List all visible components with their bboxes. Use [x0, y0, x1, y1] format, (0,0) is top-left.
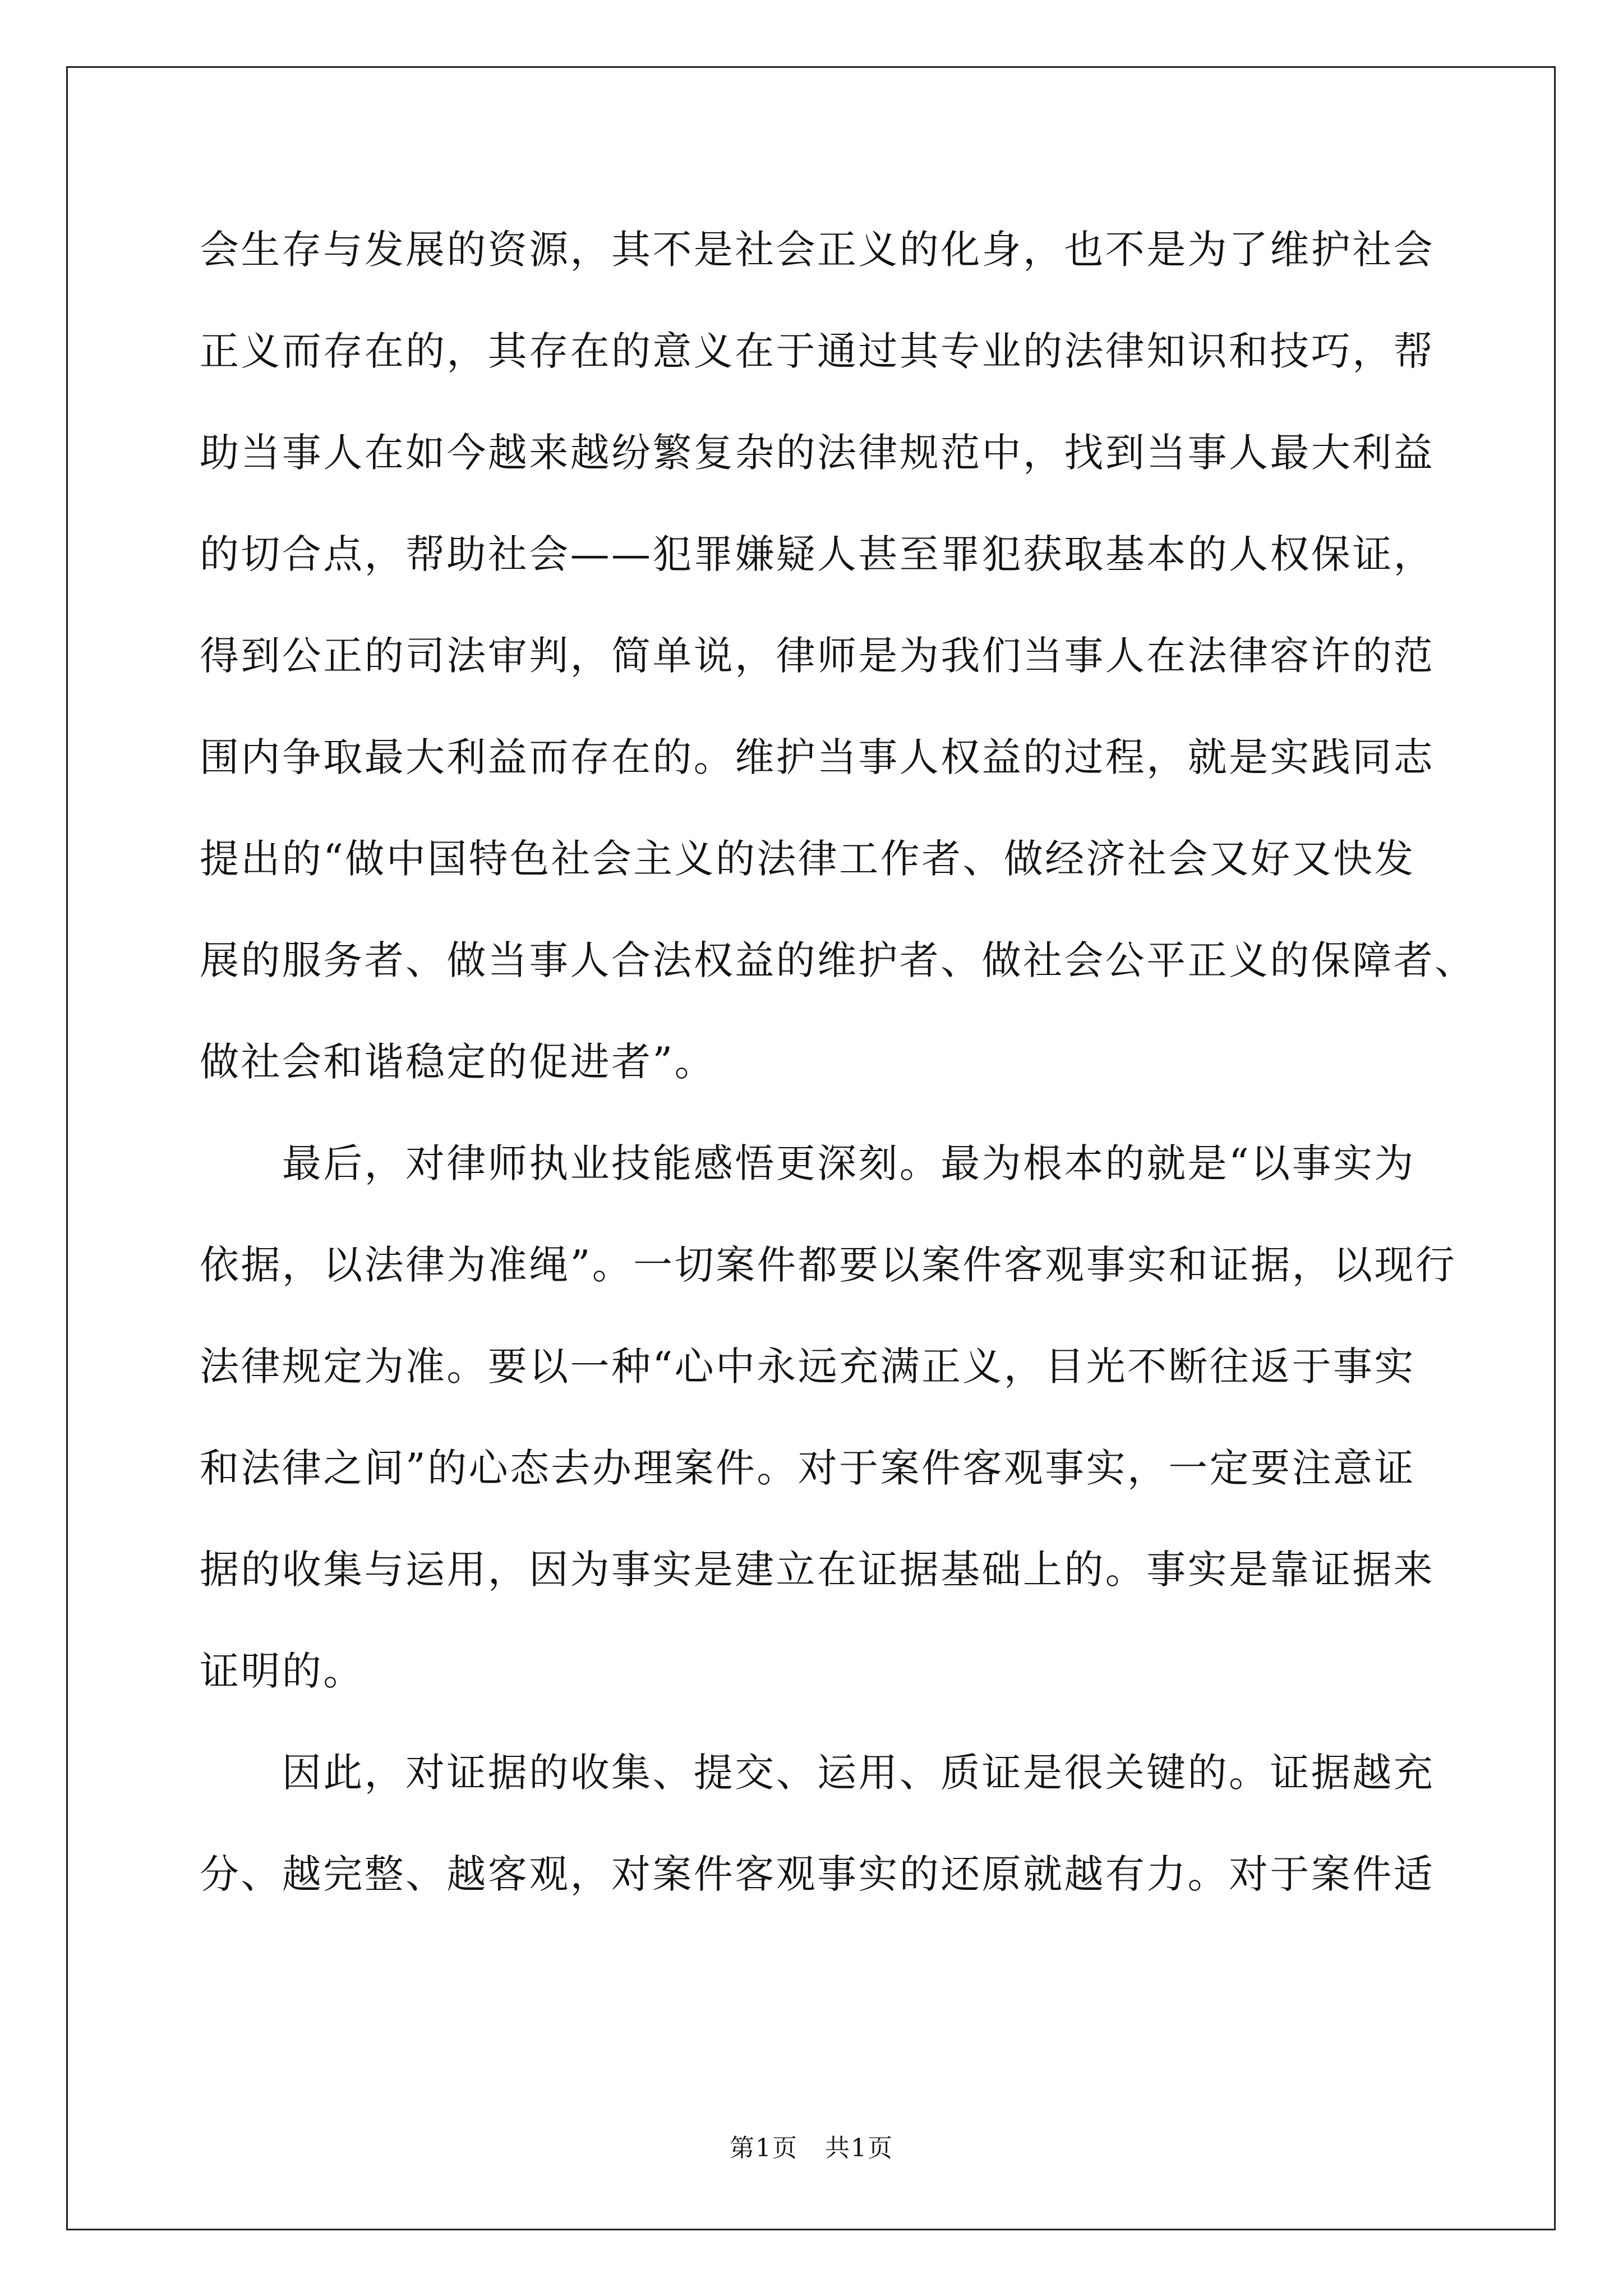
text-line: 做社会和谐稳定的促进者”。 [200, 1039, 716, 1085]
text-line: 正义而存在的，其存在的意义在于通过其专业的法律知识和技巧，帮 [200, 328, 1435, 374]
text-line: 依据，以法律为准绳”。一切案件都要以案件客观事实和证据，以现行 [200, 1242, 1457, 1288]
text-line: 会生存与发展的资源，其不是社会正义的化身，也不是为了维护社会 [200, 227, 1435, 273]
text-line: 法律规定为准。要以一种“心中永远充满正义，目光不断往返于事实 [200, 1343, 1415, 1389]
text-line: 围内争取最大利益而存在的。维护当事人权益的过程，就是实践同志 [200, 734, 1435, 780]
text-line: 据的收集与运用，因为事实是建立在证据基础上的。事实是靠证据来 [200, 1547, 1435, 1593]
text-line: 分、越完整、越客观，对案件客观事实的还原就越有力。对于案件适 [200, 1851, 1435, 1897]
text-line: 最后，对律师执业技能感悟更深刻。最为根本的就是“以事实为 [200, 1140, 1415, 1186]
text-line: 得到公正的司法审判，简单说，律师是为我们当事人在法律容许的范 [200, 633, 1435, 679]
text-line: 和法律之间”的心态去办理案件。对于案件客观事实，一定要注意证 [200, 1445, 1415, 1491]
text-line: 助当事人在如今越来越纷繁复杂的法律规范中，找到当事人最大利益 [200, 430, 1435, 476]
text-line: 展的服务者、做当事人合法权益的维护者、做社会公平正义的保障者、 [200, 937, 1476, 983]
text-line: 因此，对证据的收集、提交、运用、质证是很关键的。证据越充 [200, 1750, 1435, 1796]
page-footer: 第1页 共1页 [730, 2134, 893, 2162]
text-line: 证明的。 [200, 1648, 365, 1694]
document-body [200, 222, 1476, 1948]
text-line: 提出的“做中国特色社会主义的法律工作者、做经济社会又好又快发 [200, 836, 1415, 882]
text-line: 的切合点，帮助社会——犯罪嫌疑人甚至罪犯获取基本的人权保证， [200, 531, 1435, 577]
